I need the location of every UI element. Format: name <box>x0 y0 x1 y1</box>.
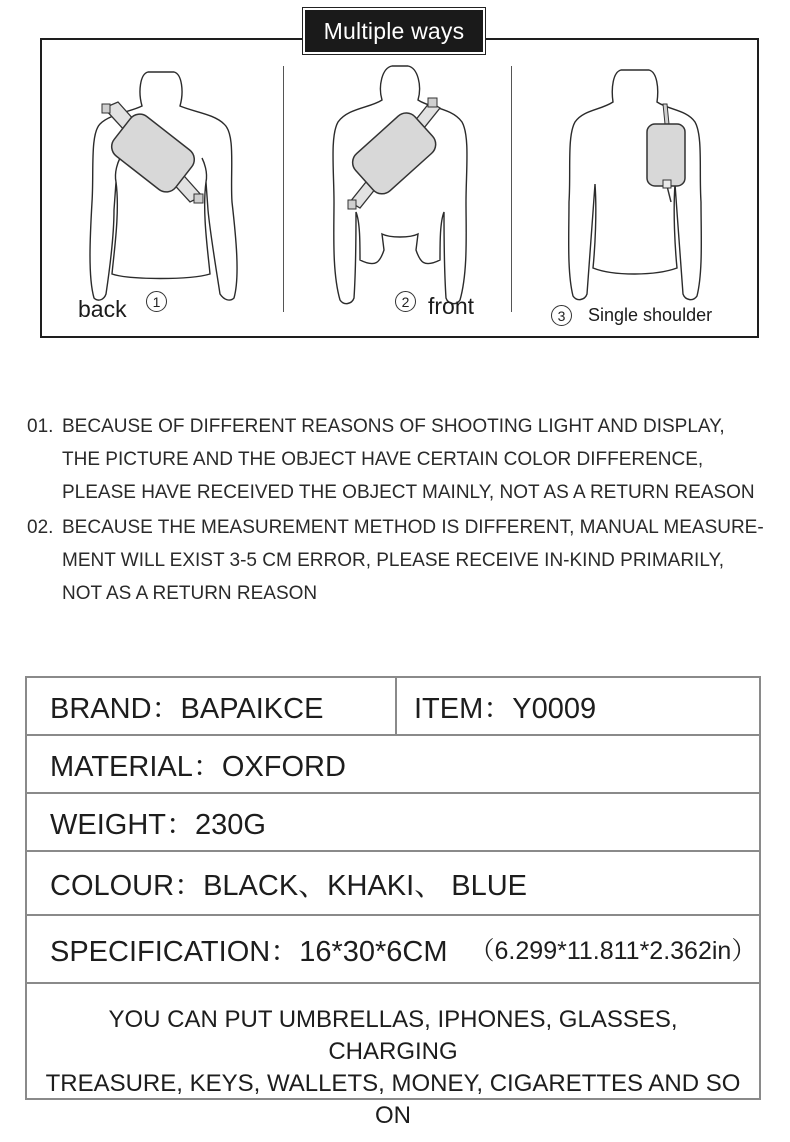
spec-size-in: （6.299*11.811*2.362in） <box>469 937 757 965</box>
panel-divider <box>511 66 512 312</box>
disclaimer-notes <box>27 410 767 612</box>
spec-material: MATERIAL：OXFORD <box>50 750 346 783</box>
note-text: BECAUSE THE MEASUREMENT METHOD IS DIFFERENT, MANUAL MEASURE-MENT WILL EXIST 3-5 CM ERROR, PLEASE RECEIVE IN-KIND PRIMARILY, NOT AS A RETURN REASON <box>62 517 764 604</box>
spec-colour: COLOUR：BLACK、KHAKI、 BLUE <box>50 869 528 902</box>
note-text: BECAUSE OF DIFFERENT REASONS OF SHOOTING LIGHT AND DISPLAY, THE PICTURE AND THE OBJECT HAVE CERTAIN COLOR DIFFERENCE, PLEASE HAVE RECEIVED THE OBJECT MAINLY, NOT AS A RETURN REASON <box>62 416 755 503</box>
spec-size-cm: SPECIFICATION：16*30*6CM <box>50 935 448 968</box>
way-label-back: back <box>78 296 127 322</box>
description-line: YOU CAN PUT UMBRELLAS, IPHONES, GLASSES, CHARGING <box>108 1006 678 1065</box>
description-line: TREASURE, KEYS, WALLETS, MONEY, CIGARETTES AND SO ON <box>45 1070 741 1129</box>
spec-row-weight <box>27 794 759 852</box>
single-shoulder-illustration <box>555 62 735 312</box>
way-number-3: 3 <box>551 305 572 326</box>
spec-row-colour <box>27 852 759 916</box>
spec-row-specification <box>27 916 759 984</box>
spec-row-material <box>27 736 759 794</box>
way-label-front: front <box>428 293 475 319</box>
note-number: 01. <box>27 416 54 437</box>
front-wear-illustration <box>320 62 510 312</box>
way-label-single-shoulder: Single shoulder <box>588 305 713 325</box>
note-item <box>27 410 767 509</box>
spec-specification <box>27 916 759 982</box>
way-number-1: 1 <box>146 291 167 312</box>
way-number-2: 2 <box>395 291 416 312</box>
spec-row-description <box>27 984 759 1129</box>
spec-weight: WEIGHT：230G <box>50 808 266 841</box>
panel-divider <box>283 66 284 312</box>
back-wear-illustration <box>70 62 270 312</box>
spec-brand: BRAND：BAPAIKCE <box>27 678 397 734</box>
spec-description <box>27 984 759 1129</box>
spec-table <box>25 676 761 1129</box>
note-number: 02. <box>27 517 54 538</box>
spec-item: ITEM：Y0009 <box>414 692 597 725</box>
note-item <box>27 511 767 610</box>
spec-row-brand-item <box>27 678 759 736</box>
ways-title: Multiple ways <box>305 10 483 52</box>
ways-title-badge <box>302 7 486 55</box>
